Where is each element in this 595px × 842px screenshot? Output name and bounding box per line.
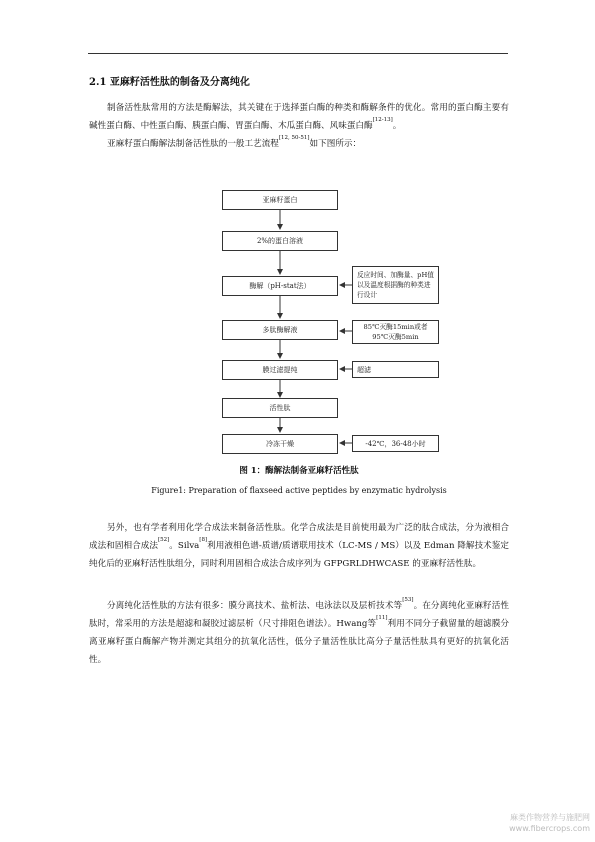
flow-note-freeze-conditions: -42℃，36-48小时 bbox=[352, 435, 439, 452]
flow-step-protein-solution: 2%的蛋白溶液 bbox=[222, 231, 338, 251]
citation: [52] bbox=[157, 537, 170, 543]
flow-step-active-peptide: 活性肽 bbox=[222, 398, 338, 418]
flow-step-freeze-drying: 冷冻干燥 bbox=[222, 434, 338, 454]
citation: [8] bbox=[199, 537, 208, 543]
flow-step-membrane-filtration: 膜过滤提纯 bbox=[222, 360, 338, 380]
flow-note-enzyme-inactivation: 85℃灭酶15min或者95℃灭酶5min bbox=[352, 320, 439, 344]
figure-caption-en: Figure1: Preparation of flaxseed active peptides by enzymatic hydrolysis bbox=[151, 486, 447, 495]
citation: [12, 50-51] bbox=[278, 135, 310, 141]
para1-text: 制备活性肽常用的方法是酶解法，其关键在于选择蛋白酶的种类和酶解条件的优化。常用的蛋白酶主要有碱性蛋白酶、中性蛋白酶、胰蛋白酶、胃蛋白酶、木瓜蛋白酶、风味蛋白酶 bbox=[89, 103, 509, 131]
figure-caption-cn: 图 1：酶解法制备亚麻籽活性肽 bbox=[239, 466, 359, 476]
flow-note-enzymolysis-conditions: 反应时间、加酶量、pH值以及温度根据酶的种类进行设计 bbox=[352, 266, 439, 304]
flow-step-enzymolysis: 酶解（pH-stat法） bbox=[222, 276, 338, 296]
site-watermark: 麻类作物营养与施肥网 www.fibercrops.com bbox=[509, 813, 590, 833]
citation: [53] bbox=[402, 597, 414, 603]
citation: [12-13] bbox=[372, 117, 393, 123]
para2-text: 亚麻籽蛋白酶解法制备活性肽的一般工艺流程 bbox=[107, 139, 279, 149]
citation: [11] bbox=[376, 615, 388, 621]
flow-step-hydrolysate: 多肽酶解液 bbox=[222, 320, 338, 340]
flow-note-ultrafiltration: 超滤 bbox=[352, 361, 439, 378]
paragraph-separation-purification: 分离纯化活性肽的方法有很多：膜分离技术、盐析法、电泳法以及层析技术等[53]。在分离纯化亚麻籽活性肽时，常采用的方法是超滤和凝胶过滤层析（尺寸排阻色谱法）。Hwang等[11]利用不同分子截留量的超滤膜分离亚麻籽蛋白酶解产物并测定其组分的抗氧化活性，低分子量活性肽比高分子量活性肽具有更好的抗氧化活性。 bbox=[89, 597, 509, 665]
paragraph-enzymolysis: 制备活性肽常用的方法是酶解法，其关键在于选择蛋白酶的种类和酶解条件的优化。常用的蛋白酶主要有碱性蛋白酶、中性蛋白酶、胰蛋白酶、胃蛋白酶、木瓜蛋白酶、风味蛋白酶[12-13]。 亚麻籽蛋白酶解法制备活性肽的一般工艺流程[12, 50-51]如下图所示： bbox=[89, 103, 509, 149]
section-heading: 2.1 亚麻籽活性肽的制备及分离纯化 bbox=[89, 77, 250, 88]
paragraph-chemical-synthesis: 另外，也有学者利用化学合成法来制备活性肽。化学合成法是目前使用最为广泛的肽合成法，分为液相合成法和固相合成法[52]。Silva[8]利用液相色谱-质谱/质谱联用技术（LC-MS / MS）以及 Edman 降解技术鉴定纯化后的亚麻籽活性肽组分，同时利用固相合成法合成序列为 GFPGRLDHWCASE 的亚麻籽活性肽。 bbox=[89, 523, 509, 569]
flow-step-flaxseed-protein: 亚麻籽蛋白 bbox=[222, 190, 338, 210]
